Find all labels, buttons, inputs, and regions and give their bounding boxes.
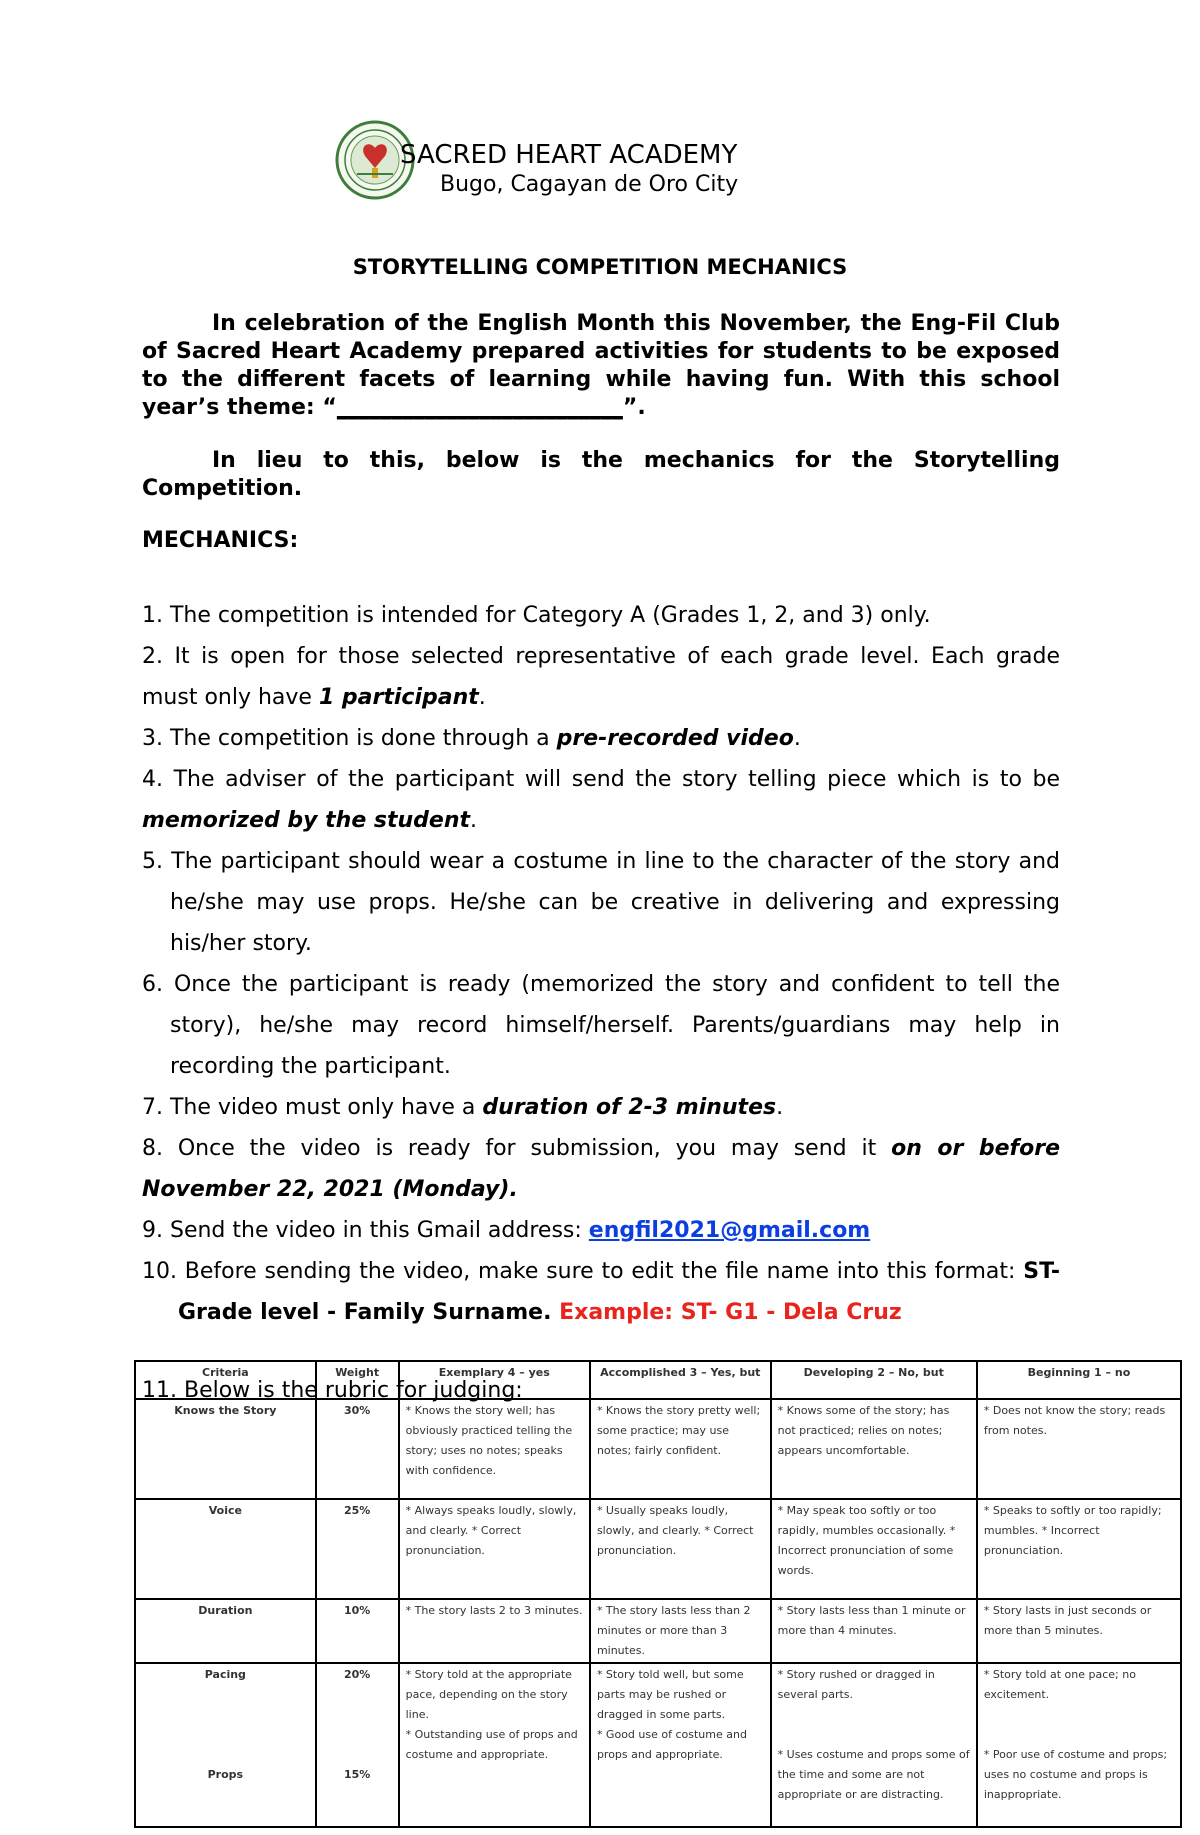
item-2-emphasis: 1 participant bbox=[318, 685, 479, 710]
list-item-2 bbox=[142, 636, 1060, 718]
table-row bbox=[135, 1399, 1181, 1499]
list-item-3 bbox=[142, 718, 1060, 759]
list-item-4 bbox=[142, 759, 1060, 841]
mechanics-heading: MECHANICS: bbox=[142, 528, 299, 553]
rubric-cell: * Uses costume and props some of the time and some are not appropriate or are distracting. bbox=[777, 1748, 970, 1801]
rubric-header-weight: Weight bbox=[316, 1361, 399, 1399]
rubric-cell: * May speak too softly or too rapidly, mumbles occasionally. * Incorrect pronunciation of some words. bbox=[771, 1499, 977, 1599]
rubric-cell: * Story told at the appropriate pace, depending on the story line. bbox=[405, 1668, 572, 1721]
rubric-cell: * Speaks to softly or too rapidly; mumbles. * Incorrect pronunciation. bbox=[977, 1499, 1181, 1599]
rubric-criteria: Knows the Story bbox=[135, 1399, 316, 1499]
school-name: SACRED HEART ACADEMY bbox=[400, 140, 738, 170]
list-item-5: 5. The participant should wear a costume in line to the character of the story and he/she may use props. He/she can be creative in delivering and expressing his/her story. bbox=[142, 849, 1060, 956]
list-item-11: 11. Below is the rubric for judging: bbox=[142, 1378, 523, 1403]
item-4-emphasis: memorized by the student bbox=[142, 808, 471, 833]
list-item-6: 6. Once the participant is ready (memorized the story and confident to tell the story), he/she may record himself/herself. Parents/guardians may help in recording the participant. bbox=[142, 972, 1060, 1079]
rubric-cell-group bbox=[590, 1663, 771, 1827]
rubric-cell: * Usually speaks loudly, slowly, and clearly. * Correct pronunciation. bbox=[590, 1499, 771, 1599]
rubric-cell: * Knows the story pretty well; some practice; may use notes; fairly confident. bbox=[590, 1399, 771, 1499]
rubric-cell: * The story lasts 2 to 3 minutes. bbox=[399, 1599, 590, 1663]
rubric-cell: * Good use of costume and props and appropriate. bbox=[596, 1728, 747, 1761]
list-item-7 bbox=[142, 1087, 1060, 1128]
item-3-text: 3. The competition is done through a bbox=[142, 726, 557, 751]
school-address: Bugo, Cagayan de Oro City bbox=[440, 172, 739, 197]
intro-text: In celebration of the English Month this November, the Eng-Fil Club of Sacred Heart Academy prepared activities for students to be exposed to the different facets of learning while having fun. With this school year’s theme: “ bbox=[142, 311, 1060, 420]
rubric-header-exemplary: Exemplary 4 – yes bbox=[399, 1361, 590, 1399]
item-3-emphasis: pre-recorded video bbox=[556, 726, 794, 751]
intro-paragraph bbox=[142, 310, 1060, 422]
rubric-table bbox=[134, 1360, 1182, 1828]
rubric-weight: 15% bbox=[343, 1768, 371, 1781]
rubric-cell: * The story lasts less than 2 minutes or more than 3 minutes. bbox=[590, 1599, 771, 1663]
rubric-weight: 25% bbox=[316, 1499, 399, 1599]
table-row bbox=[135, 1599, 1181, 1663]
rubric-weight: 30% bbox=[316, 1399, 399, 1499]
item-10-text: 10. Before sending the video, make sure to edit the file name into this format: bbox=[142, 1259, 1024, 1284]
list-item-9 bbox=[142, 1210, 1060, 1251]
item-8-text: 8. Once the video is ready for submission, you may send it bbox=[142, 1136, 892, 1161]
lieu-paragraph bbox=[142, 447, 1060, 503]
rubric-cell-group bbox=[399, 1663, 590, 1827]
rubric-criteria: Pacing bbox=[204, 1668, 246, 1681]
item-7-text: 7. The video must only have a bbox=[142, 1095, 483, 1120]
rubric-cell: * Knows the story well; has obviously practiced telling the story; uses no notes; speaks with confidence. bbox=[399, 1399, 590, 1499]
document-title: STORYTELLING COMPETITION MECHANICS bbox=[352, 255, 848, 279]
rubric-cell-group bbox=[977, 1663, 1181, 1827]
mechanics-list bbox=[142, 595, 1060, 1333]
rubric-header-accomplished: Accomplished 3 – Yes, but bbox=[590, 1361, 771, 1399]
rubric-criteria: Props bbox=[207, 1768, 244, 1781]
item-2-text: 2. It is open for those selected representative of each grade level. Each grade must only have bbox=[142, 644, 1060, 710]
list-item-1: 1. The competition is intended for Category A (Grades 1, 2, and 3) only. bbox=[142, 603, 931, 628]
rubric-cell: * Story lasts less than 1 minute or more than 4 minutes. bbox=[771, 1599, 977, 1663]
item-3-end: . bbox=[793, 726, 801, 751]
rubric-cell: * Always speaks loudly, slowly, and clearly. * Correct pronunciation. bbox=[399, 1499, 590, 1599]
rubric-cell: * Outstanding use of props and costume and appropriate. bbox=[405, 1728, 578, 1761]
rubric-criteria: Voice bbox=[135, 1499, 316, 1599]
item-7-emphasis: duration of 2-3 minutes bbox=[482, 1095, 777, 1120]
rubric-header-criteria: Criteria bbox=[135, 1361, 316, 1399]
rubric-cell: * Story lasts in just seconds or more than 5 minutes. bbox=[977, 1599, 1181, 1663]
rubric-cell: * Story rushed or dragged in several parts. bbox=[777, 1668, 935, 1701]
item-8-deadline: on or before November 22, 2021 (Monday). bbox=[142, 1136, 1061, 1202]
lieu-text: In lieu to this, below is the mechanics for the Storytelling Competition. bbox=[142, 448, 1060, 501]
list-item-10 bbox=[142, 1251, 1060, 1333]
rubric-cell: * Story told at one pace; no excitement. bbox=[983, 1668, 1136, 1701]
list-item-8 bbox=[142, 1128, 1060, 1210]
item-4-end: . bbox=[470, 808, 478, 833]
item-10-format: ST- Grade level - Family Surname. bbox=[178, 1259, 1060, 1325]
rubric-cell: * Story told well, but some parts may be rushed or dragged in some parts. bbox=[596, 1668, 744, 1721]
rubric-cell: * Knows some of the story; has not practiced; relies on notes; appears uncomfortable. bbox=[771, 1399, 977, 1499]
rubric-weight: 20% bbox=[343, 1668, 371, 1681]
rubric-header-beginning: Beginning 1 – no bbox=[977, 1361, 1181, 1399]
item-10-example: Example: ST- G1 - Dela Cruz bbox=[551, 1300, 902, 1325]
item-9-text: 9. Send the video in this Gmail address: bbox=[142, 1218, 589, 1243]
rubric-cell: * Poor use of costume and props; uses no costume and props is inappropriate. bbox=[983, 1748, 1168, 1801]
rubric-weight-group bbox=[316, 1663, 399, 1827]
item-7-end: . bbox=[776, 1095, 784, 1120]
rubric-cell: * Does not know the story; reads from notes. bbox=[977, 1399, 1181, 1499]
intro-end: ”. bbox=[622, 395, 646, 420]
rubric-header-developing: Developing 2 – No, but bbox=[771, 1361, 977, 1399]
rubric-cell-group bbox=[771, 1663, 977, 1827]
table-row bbox=[135, 1499, 1181, 1599]
rubric-criteria-group bbox=[135, 1663, 316, 1827]
item-4-text: 4. The adviser of the participant will send the story telling piece which is to be bbox=[142, 767, 1060, 792]
email-link[interactable]: engfil2021@gmail.com bbox=[588, 1218, 871, 1243]
rubric-criteria: Duration bbox=[135, 1599, 316, 1663]
theme-blank: __________________________ bbox=[336, 395, 623, 420]
item-2-end: . bbox=[478, 685, 486, 710]
rubric-weight: 10% bbox=[316, 1599, 399, 1663]
table-row bbox=[135, 1663, 1181, 1827]
